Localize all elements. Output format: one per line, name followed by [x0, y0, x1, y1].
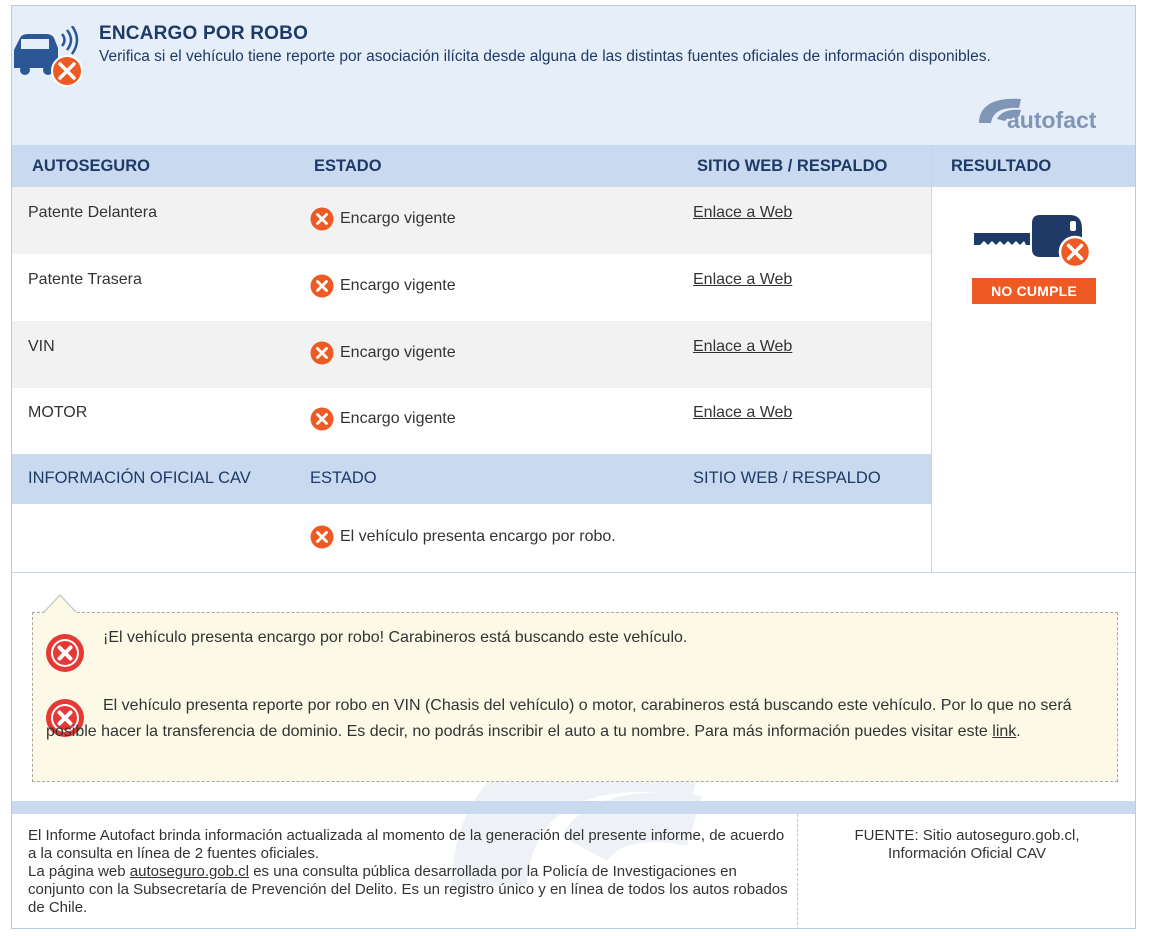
- error-x-icon: [45, 633, 85, 673]
- autofact-logo: [977, 91, 1107, 131]
- status-text: Encargo vigente: [340, 344, 456, 361]
- notice-line-2: [46, 693, 1096, 745]
- result-panel: [932, 187, 1135, 572]
- row-label: Patente Delantera: [28, 204, 157, 221]
- error-x-icon: [310, 274, 334, 298]
- row-status: [310, 274, 456, 298]
- warning-notice: [32, 612, 1118, 782]
- row-status: [310, 207, 456, 231]
- row-label: Patente Trasera: [28, 271, 142, 288]
- error-x-icon: [310, 207, 334, 231]
- footer-line-1: El Informe Autofact brinda información actualizada al momento de la generación del presente informe, de acuerdo a la consulta en línea de 2 fuentes oficiales.: [28, 827, 785, 862]
- car-signal-icon: [12, 26, 87, 88]
- divider: [931, 145, 932, 572]
- divider: [797, 814, 798, 929]
- column-header-autoseguro: AUTOSEGURO: [32, 157, 150, 175]
- error-x-icon: [310, 407, 334, 431]
- key-icon: [972, 209, 1097, 269]
- column-header-cav: INFORMACIÓN OFICIAL CAV: [28, 469, 251, 487]
- web-link[interactable]: Enlace a Web: [693, 338, 793, 355]
- footer-line-2-suffix: es una consulta pública desarrollada por la Policía de Investigaciones en conjunto con la Subsecretaría de Prevención del Delito. Es un registro único y en línea de todos los autos robados de Chile.: [28, 863, 788, 916]
- footer-line-2-prefix: La página web: [28, 863, 126, 880]
- web-link[interactable]: Enlace a Web: [693, 204, 793, 221]
- cav-status: [310, 525, 616, 549]
- row-label: MOTOR: [28, 404, 88, 421]
- notice-line-1: ¡El vehículo presenta encargo por robo! Carabineros está buscando este vehículo.: [103, 629, 688, 646]
- notice-pointer: [44, 596, 76, 613]
- result-header: [932, 145, 1135, 187]
- table-row: [12, 187, 931, 254]
- notice-line-2-end: .: [1016, 723, 1021, 740]
- autoseguro-link[interactable]: autoseguro.gob.cl: [129, 863, 250, 880]
- source-line-1: FUENTE: Sitio autoseguro.gob.cl,: [854, 827, 1080, 844]
- divider: [12, 572, 1135, 573]
- cav-row: [12, 504, 931, 571]
- footer-line-2: [28, 863, 788, 917]
- table-row: [12, 254, 931, 321]
- error-x-icon: [310, 341, 334, 365]
- section-header: [12, 6, 1135, 145]
- row-label: VIN: [28, 338, 55, 355]
- web-link[interactable]: Enlace a Web: [693, 404, 793, 421]
- column-header-estado: ESTADO: [314, 157, 382, 175]
- column-header-resultado: RESULTADO: [951, 157, 1052, 175]
- table-row: [12, 387, 931, 454]
- footer-source: [812, 827, 1122, 863]
- web-link[interactable]: Enlace a Web: [693, 271, 793, 288]
- column-header-cav-estado: ESTADO: [310, 469, 377, 487]
- result-badge: NO CUMPLE: [972, 278, 1096, 304]
- footer-band: [12, 801, 1135, 814]
- section-title: ENCARGO POR ROBO: [99, 23, 309, 44]
- cav-status-text: El vehículo presenta encargo por robo.: [340, 528, 616, 545]
- table-header: [12, 145, 931, 187]
- more-info-link[interactable]: link: [992, 723, 1017, 740]
- source-line-2: Información Oficial CAV: [887, 845, 1047, 862]
- footer-info: [28, 827, 788, 917]
- status-text: Encargo vigente: [340, 277, 456, 294]
- error-x-icon: [310, 525, 334, 549]
- column-header-cav-sitio: SITIO WEB / RESPALDO: [693, 469, 881, 487]
- section-description: Verifica si el vehículo tiene reporte por asociación ilícita desde alguna de las distintas fuentes oficiales de información disponibles.: [99, 48, 991, 65]
- report-section: [11, 5, 1136, 929]
- row-status: [310, 341, 456, 365]
- column-header-sitio-web: SITIO WEB / RESPALDO: [697, 157, 888, 175]
- table-row: [12, 321, 931, 388]
- notice-line-2-text: El vehículo presenta reporte por robo en VIN (Chasis del vehículo) o motor, carabineros está buscando este vehículo. Por lo que no será posible hacer la transferencia de dominio. Es decir, no podrás inscribir el auto a tu nombre. Para más información puedes visitar este: [46, 697, 1072, 740]
- status-text: Encargo vigente: [340, 210, 456, 227]
- logo-text: autofact: [1007, 107, 1097, 131]
- row-status: [310, 407, 456, 431]
- status-text: Encargo vigente: [340, 410, 456, 427]
- cav-header: [12, 454, 931, 504]
